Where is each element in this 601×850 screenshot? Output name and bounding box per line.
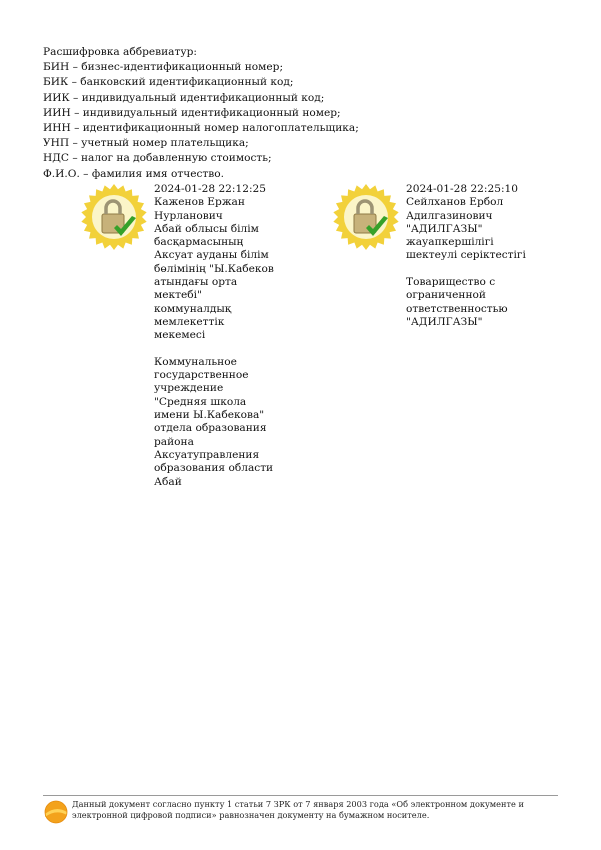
organization-kz-line: атындағы орта — [154, 276, 238, 289]
line-gap — [154, 343, 279, 356]
signer-name-line: Каженов Ержан — [154, 196, 245, 209]
organization-ru-line: ответственностью — [406, 302, 508, 315]
signer-name-line: Адилгазинович — [406, 209, 493, 222]
abbreviation-item: ИИН – индивидуальный идентификационный номер; — [43, 106, 341, 119]
organization-kz-line: мекемесі — [154, 329, 206, 342]
line-gap — [406, 263, 531, 276]
organization-kz-line: коммуналдық — [154, 302, 232, 315]
abbreviation-legend — [43, 45, 563, 182]
organization-kz-line: бөлімінің "Ы.Кабеков — [154, 262, 274, 275]
abbreviation-title: Расшифровка аббревиатур: — [43, 46, 197, 58]
organization-ru-line: "АДИЛГАЗЫ" — [406, 315, 483, 328]
abbreviation-item: НДС – налог на добавленную стоимость; — [43, 152, 272, 165]
organization-ru-line: Коммунальное — [154, 355, 237, 368]
abbreviation-item: ИНН – идентификационный номер налогоплательщика; — [43, 122, 359, 135]
signature-details — [406, 183, 531, 329]
abbreviation-item: ИИК – индивидуальный идентификационный код; — [43, 91, 325, 104]
padlock-checkmark-seal-icon — [332, 183, 400, 251]
organization-ru-line: отдела образования — [154, 422, 267, 435]
signature-timestamp: 2024-01-28 22:12:25 — [154, 183, 267, 195]
abbreviation-item: БИК – банковский идентификационный код; — [43, 76, 294, 89]
abbreviation-item: БИН – бизнес-идентификационный номер; — [43, 61, 284, 74]
abbreviation-item: УНП – учетный номер плательщика; — [43, 137, 249, 150]
organization-ru-line: имени Ы.Кабекова" — [154, 409, 265, 422]
organization-ru-line: ограниченной — [406, 289, 486, 302]
organization-kz-line: "АДИЛГАЗЫ" — [406, 222, 483, 235]
padlock-checkmark-seal-icon — [80, 183, 148, 251]
signer-name-line: Нурланович — [154, 209, 223, 222]
organization-kz-line: мемлекеттік — [154, 315, 225, 328]
organization-ru-line: "Средняя школа — [154, 395, 247, 408]
egov-logo-icon — [43, 799, 69, 825]
organization-ru-line: Аксуатуправления — [154, 448, 260, 461]
organization-ru-line: государственное — [154, 369, 249, 382]
footer-divider — [43, 795, 558, 796]
signer-name-line: Сейлханов Ербол — [406, 196, 504, 209]
abbreviation-item: Ф.И.О. – фамилия имя отчество. — [43, 167, 224, 180]
organization-ru-line: района — [154, 435, 194, 448]
organization-ru-line: Товарищество с — [406, 276, 496, 289]
organization-ru-line: Абай — [154, 475, 182, 488]
organization-kz-line: мектебі" — [154, 289, 202, 302]
organization-kz-line: жауапкершілігі — [406, 236, 494, 249]
organization-kz-line: Аксуат ауданы білім — [154, 249, 269, 262]
organization-kz-line: басқармасының — [154, 236, 244, 249]
organization-kz-line: шектеулі серіктестігі — [406, 249, 526, 262]
organization-kz-line: Абай облысы білім — [154, 222, 259, 235]
legal-notice: Данный документ согласно пункту 1 статьи 7 ЗРК от 7 января 2003 года «Об электронном документе и электронной цифровой подписи» равнозначен документу на бумажном носителе. — [72, 799, 524, 821]
organization-ru-line: образования области — [154, 462, 274, 475]
signature-details — [154, 183, 279, 489]
signature-timestamp: 2024-01-28 22:25:10 — [406, 183, 519, 195]
organization-ru-line: учреждение — [154, 382, 224, 395]
